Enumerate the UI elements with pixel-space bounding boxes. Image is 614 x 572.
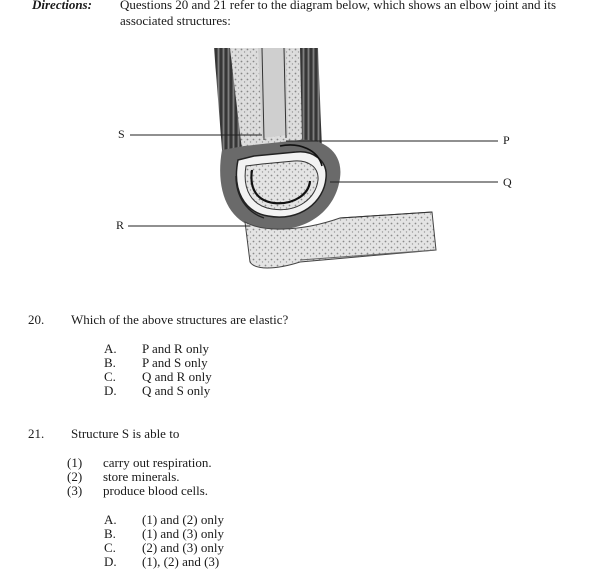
option-text: Q and S only: [142, 383, 211, 398]
option-letter: A.: [104, 512, 117, 527]
option-letter: D.: [104, 554, 117, 569]
q21-option-d: [104, 554, 219, 570]
q21-statement-3: [67, 483, 208, 499]
statement-number: (2): [67, 469, 83, 484]
option-text: P and R only: [142, 341, 210, 356]
joint-region: [220, 140, 340, 230]
option-letter: B.: [104, 526, 116, 541]
option-text: (1), (2) and (3): [142, 554, 220, 569]
question-20-number: 20.: [28, 312, 45, 327]
option-text: P and S only: [142, 355, 208, 370]
label-s: S: [118, 127, 125, 141]
question-20-text: Which of the above structures are elastic?: [71, 312, 289, 327]
option-text: (1) and (2) only: [142, 512, 224, 527]
question-21-number: 21.: [28, 426, 45, 441]
directions-text: Questions 20 and 21 refer to the diagram below, which shows an elbow joint and its associated structures:: [120, 0, 557, 28]
question-21-text: Structure S is able to: [71, 426, 180, 441]
option-text: Q and R only: [142, 369, 212, 384]
label-r: R: [116, 218, 125, 232]
statement-number: (3): [67, 483, 83, 498]
option-text: (1) and (3) only: [142, 526, 224, 541]
q20-option-d: [104, 383, 210, 399]
option-letter: B.: [104, 355, 116, 370]
statement-number: (1): [67, 455, 83, 470]
option-letter: D.: [104, 383, 117, 398]
option-letter: A.: [104, 341, 117, 356]
label-p: P: [503, 133, 510, 147]
directions-label: Directions:: [32, 0, 92, 12]
option-letter: C.: [104, 540, 116, 555]
statement-text: produce blood cells.: [103, 483, 209, 498]
option-text: (2) and (3) only: [142, 540, 224, 555]
option-letter: C.: [104, 369, 116, 384]
statement-text: carry out respiration.: [103, 455, 212, 470]
statement-text: store minerals.: [103, 469, 180, 484]
label-q: Q: [503, 175, 512, 189]
